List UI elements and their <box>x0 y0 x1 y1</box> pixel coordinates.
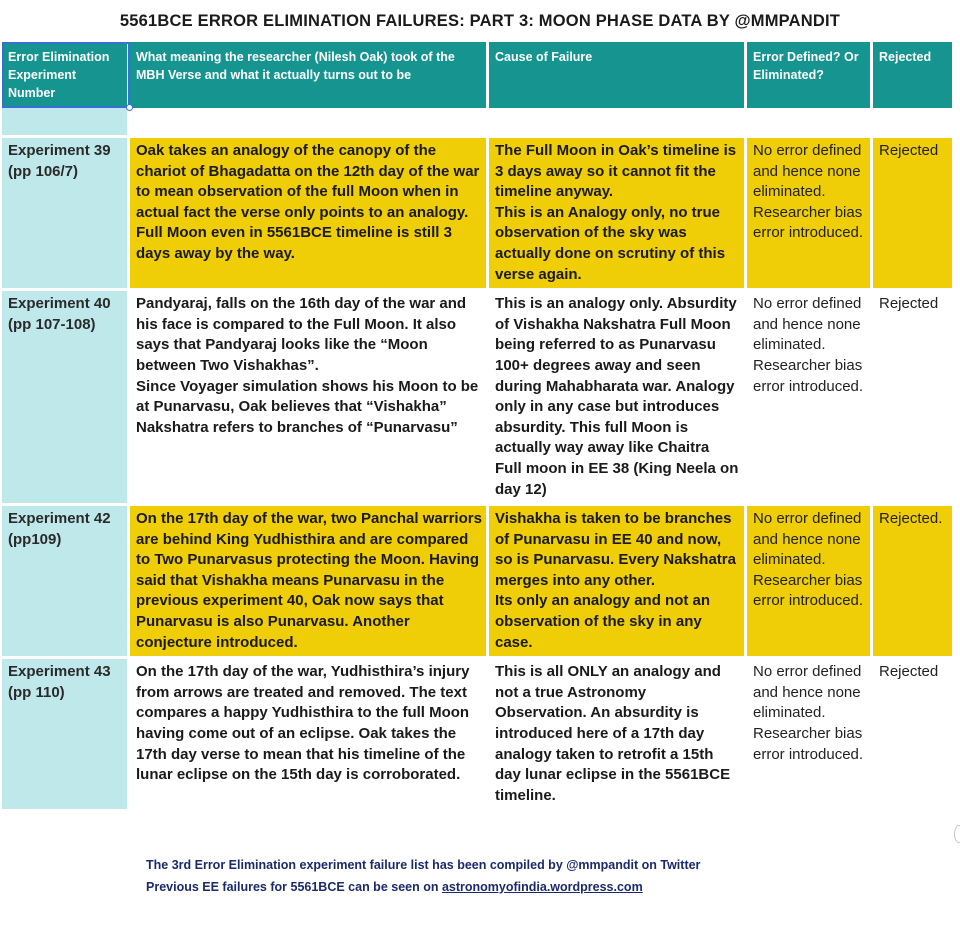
spacer-cell <box>873 108 952 138</box>
cause-cell[interactable] <box>489 291 747 506</box>
experiment-number-cell[interactable]: Experiment 39 (pp 106/7) <box>2 138 130 291</box>
experiment-number-cell[interactable]: Experiment 40 (pp 107-108) <box>2 291 130 506</box>
header-rejected[interactable]: Rejected <box>873 42 952 108</box>
error-elimination-table <box>2 42 952 812</box>
spacer-cell-number <box>2 108 130 138</box>
meaning-cell[interactable] <box>130 506 489 659</box>
header-row <box>2 42 952 108</box>
error-defined-cell[interactable]: No error defined and hence none eliminated. Researcher bias error introduced. <box>747 506 873 659</box>
cause-cell[interactable] <box>489 506 747 659</box>
table-row-experiment-39 <box>2 138 952 291</box>
meaning-cell[interactable] <box>130 659 489 812</box>
footer-line-2-text: Previous EE failures for 5561BCE can be seen on <box>146 880 442 894</box>
meaning-text: Oak takes an analogy of the canopy of the chariot of Bhagadatta on the 12th day of the war to mean observation of the full Moon when in actual fact the verse only points to an analogy. Full Moon even in 5561BCE timeline is still 3 days away by the way. <box>136 142 480 262</box>
rejected-cell[interactable]: Rejected <box>873 291 952 506</box>
cause-text: This is all ONLY an analogy and not a true Astronomy Observation. An absurdity is introduced here of a 17th day analogy taken to retrofit a 15th day lunar eclipse in the 5561BCE timeline. <box>495 663 731 804</box>
rejected-cell[interactable]: Rejected <box>873 138 952 291</box>
error-defined-cell[interactable]: No error defined and hence none eliminated. Researcher bias error introduced. <box>747 138 873 291</box>
table-row-experiment-40 <box>2 291 952 506</box>
meaning-text: Pandyaraj, falls on the 16th day of the war and his face is compared to the Full Moon. It also says that Pandyaraj looks like the “Moon between Two Vishakhas”. Since Voyager simulation shows his Moon to be at Punarvasu, Oak believes that “Vishakha” Nakshatra refers to branches of “Punarvasu” <box>136 295 479 436</box>
cause-text: Vishakha is taken to be branches of Punarvasu in EE 40 and now, so is Punarvasu. Every Nakshatra merges into any other. Its only an analogy and not an observation of the sky in any case. <box>495 510 736 651</box>
cause-text: This is an analogy only. Absurdity of Vishakha Nakshatra Full Moon being referred to as Punarvasu 100+ degrees away and seen during Mahabharata war. Analogy only in any case but introduces absurdity. This full Moon is actually way away like Chaitra Full moon in EE 38 (King Neela on day 12) <box>495 295 739 498</box>
footer-line-2 <box>146 876 700 898</box>
meaning-cell[interactable] <box>130 138 489 291</box>
cell-resize-handle[interactable] <box>126 104 133 111</box>
rejected-cell[interactable]: Rejected. <box>873 506 952 659</box>
meaning-text: On the 17th day of the war, two Panchal warriors are behind King Yudhisthira and are compared to Two Punarvasus protecting the Moon. Having said that Vishakha means Punarvasu in the previous experiment 40, Oak now says that Punarvasu is also Punarvasu. Another conjecture introduced. <box>136 510 482 651</box>
scroll-edge-indicator[interactable] <box>954 825 960 843</box>
spacer-cell <box>747 108 873 138</box>
footer-note <box>146 854 700 898</box>
header-cause[interactable]: Cause of Failure <box>489 42 747 108</box>
meaning-text: On the 17th day of the war, Yudhisthira’s injury from arrows are treated and removed. The text compares a happy Yudhisthira to the full Moon having come out of an eclipse. Oak takes the 17th day verse to mean that his timeline of the lunar eclipse on the 15th day is corroborated. <box>136 663 470 784</box>
rejected-cell[interactable]: Rejected <box>873 659 952 812</box>
spacer-cell <box>130 108 489 138</box>
footer-line-1: The 3rd Error Elimination experiment failure list has been compiled by @mmpandit on Twitter <box>146 858 701 872</box>
error-defined-cell[interactable]: No error defined and hence none eliminated. Researcher bias error introduced. <box>747 659 873 812</box>
spacer-cell <box>489 108 747 138</box>
error-defined-cell[interactable]: No error defined and hence none eliminated. Researcher bias error introduced. <box>747 291 873 506</box>
spacer-row <box>2 108 952 138</box>
cause-cell[interactable] <box>489 138 747 291</box>
meaning-cell[interactable] <box>130 291 489 506</box>
table-row-experiment-42 <box>2 506 952 659</box>
blog-link[interactable]: astronomyofindia.wordpress.com <box>441 880 643 894</box>
header-experiment-number[interactable]: Error Elimination Experiment Number <box>2 42 130 108</box>
table-row-experiment-43 <box>2 659 952 812</box>
cause-cell[interactable] <box>489 659 747 812</box>
cause-text: The Full Moon in Oak’s timeline is 3 days away so it cannot fit the timeline anyway. This is an Analogy only, no true observation of the sky was actually done on scrutiny of this verse again. <box>495 142 737 283</box>
experiment-number-cell[interactable]: Experiment 42 (pp109) <box>2 506 130 659</box>
header-error-defined[interactable]: Error Defined? Or Eliminated? <box>747 42 873 108</box>
header-meaning[interactable]: What meaning the researcher (Nilesh Oak) took of the MBH Verse and what it actually turns out to be <box>130 42 489 108</box>
experiment-number-cell[interactable]: Experiment 43 (pp 110) <box>2 659 130 812</box>
page-title: 5561BCE ERROR ELIMINATION FAILURES: PART 3: MOON PHASE DATA BY @MMPANDIT <box>119 12 841 30</box>
